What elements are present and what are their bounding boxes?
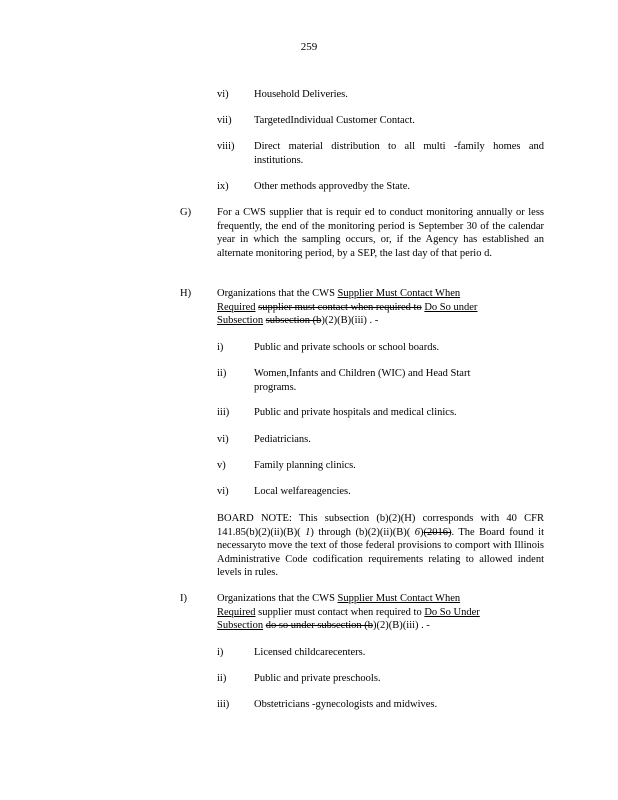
deleted-text: subsection (b xyxy=(265,315,322,326)
note-text: ) xyxy=(419,526,424,538)
list-item-label: vii) xyxy=(217,115,232,126)
inserted-text: Supplier Must Contact When xyxy=(337,593,461,604)
deleted-text: (2016) xyxy=(423,526,452,538)
heading-text: Organizations that the CWS xyxy=(217,593,338,604)
deleted-text: do so under subsection (b xyxy=(265,620,374,631)
list-item-label: i) xyxy=(217,342,224,353)
inserted-text: Do So under xyxy=(424,301,478,313)
note-text: ) through (b)(2)(ii)(B)( xyxy=(310,526,415,538)
list-item-label: ii) xyxy=(217,673,227,684)
inserted-text: Supplier Must Contact When xyxy=(337,288,461,299)
list-item-label: v) xyxy=(217,460,226,471)
list-item-text: Local welfareagencies. xyxy=(254,486,351,497)
list-item-label: vi) xyxy=(217,486,229,497)
list-item-label: vi) xyxy=(217,434,229,445)
heading-text: )(2)(B)(iii) . - xyxy=(373,620,430,631)
section-label-g: G) xyxy=(180,207,192,218)
deleted-text: supplier must contact when required to xyxy=(258,301,422,313)
list-item-text: Obstetricians -gynecologists and midwives. xyxy=(254,699,438,710)
list-item-text: Women,Infants and Children (WIC) and Head Start programs. xyxy=(254,368,471,393)
list-item-text: Household Deliveries. xyxy=(254,89,348,100)
list-item-text: Licensed childcarecenters. xyxy=(254,647,366,658)
board-note xyxy=(217,512,544,580)
page-number: 259 xyxy=(300,41,318,53)
section-label-h: H) xyxy=(180,288,192,299)
list-item-label: ix) xyxy=(217,181,229,192)
list-item-text: TargetedIndividual Customer Contact. xyxy=(254,115,415,126)
note-text: . The Board found it necessaryto move the text of those federal provisions to comport with Illinois Administrative Code codification requirements relating to allowed indent levels in rules. xyxy=(217,526,544,578)
heading-text: supplier must contact when required to xyxy=(255,606,425,618)
list-item-text: Public and private schools or school boards. xyxy=(254,342,440,353)
inserted-text: Do So Under xyxy=(424,606,480,618)
list-item-text: Public and private preschools. xyxy=(254,673,381,684)
section-heading-i xyxy=(217,592,544,633)
section-heading-h xyxy=(217,287,544,328)
note-text: BOARD NOTE: This subsection (b)(2)(H) corresponds with 40 CFR 141.85(b)(2)(ii)(B)( xyxy=(217,513,544,538)
list-item-text: Other methods approvedby the State. xyxy=(254,181,411,192)
heading-text: )(2)(B)(iii) . - xyxy=(321,315,379,326)
inserted-text: Subsection xyxy=(217,315,264,326)
list-item-text: Family planning clinics. xyxy=(254,460,356,471)
section-label-i: I) xyxy=(180,593,187,604)
list-item-text: Public and private hospitals and medical clinics. xyxy=(254,407,457,418)
note-italic: 6 xyxy=(414,526,420,538)
list-item-label: vi) xyxy=(217,89,229,100)
inserted-text: Subsection xyxy=(217,620,264,631)
list-item-text: Direct material distribution to all multi -family homes and institutions. xyxy=(254,141,544,166)
list-item-label: iii) xyxy=(217,407,230,418)
inserted-text: Required xyxy=(217,606,256,618)
list-item-label: iii) xyxy=(217,699,230,710)
list-item-label: ii) xyxy=(217,368,227,379)
inserted-text: Required xyxy=(217,301,256,313)
list-item-text: Pediatricians. xyxy=(254,434,311,445)
list-item-label: viii) xyxy=(217,141,235,152)
note-italic: 1 xyxy=(305,526,311,538)
heading-text: Organizations that the CWS xyxy=(217,288,338,299)
section-text-g: For a CWS supplier that is requir ed to conduct monitoring annually or less frequently, the end of the monitoring period is September 30 of the calendar year in which the sampling occurs, or, if the Agency has established an alternate monitoring period, by a SEP, the last day of that perio d. xyxy=(217,207,544,259)
list-item-label: i) xyxy=(217,647,224,658)
